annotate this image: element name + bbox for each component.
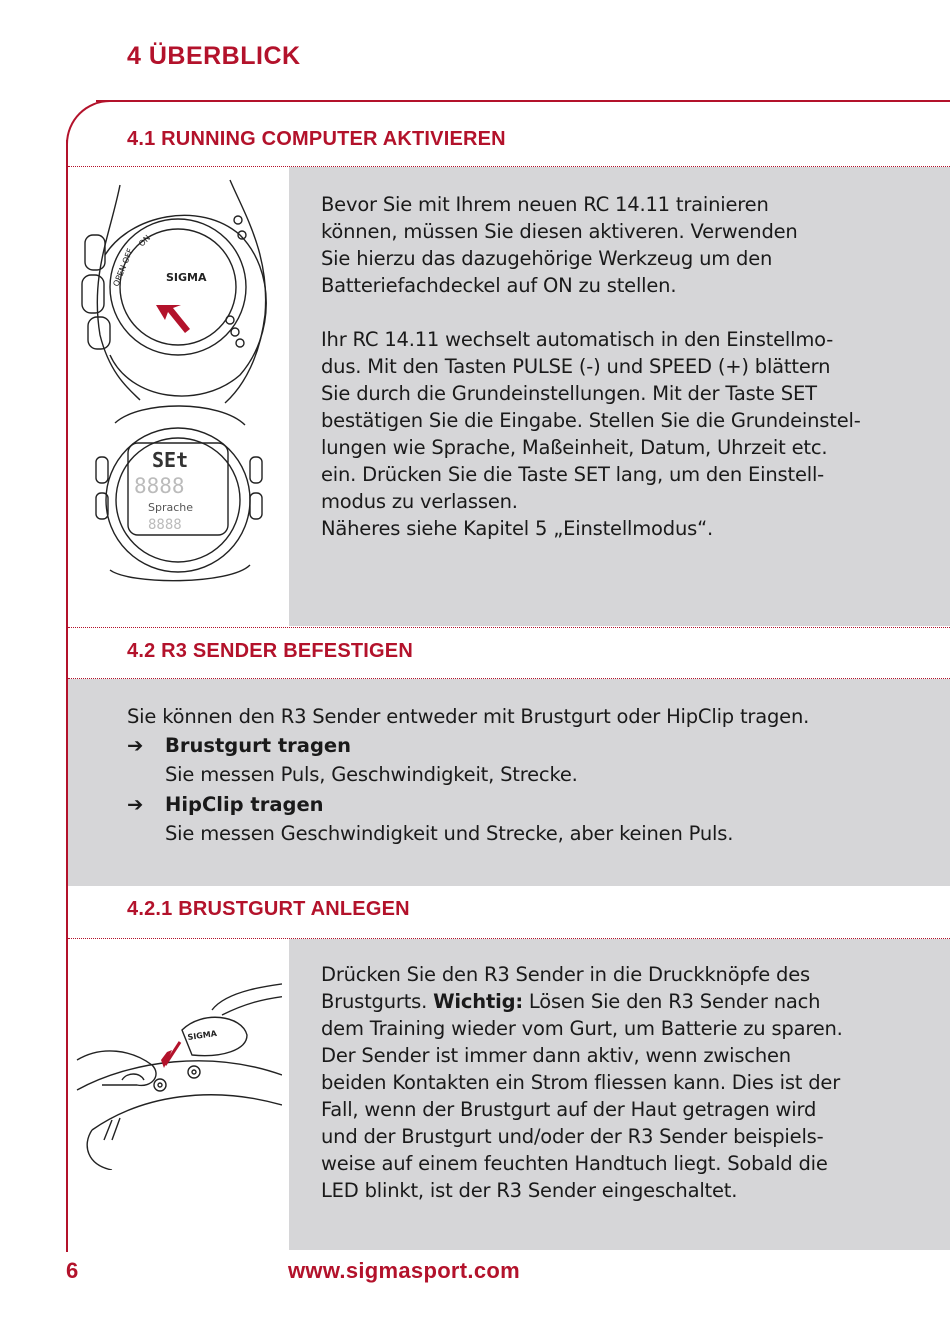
text-line: modus zu verlassen. xyxy=(321,490,518,513)
text-line: Batteriefachdeckel auf ON zu stellen. xyxy=(321,274,677,297)
brand-label: SIGMA xyxy=(166,271,207,284)
text-line: Ihr RC 14.11 wechselt automatisch in den Einstellmo- xyxy=(321,328,834,351)
paragraph-4-1 xyxy=(321,191,946,542)
arrow-icon: ➔ xyxy=(127,734,144,757)
text-line: Brustgurts. Wichtig: Lösen Sie den R3 Sender nach xyxy=(321,990,821,1013)
bullet-title: HipClip tragen xyxy=(165,793,324,816)
paragraph-gap xyxy=(321,299,946,326)
text-line: Bevor Sie mit Ihrem neuen RC 14.11 trainieren xyxy=(321,193,769,216)
bullet-title: Brustgurt tragen xyxy=(165,734,352,757)
text-line: ein. Drücken Sie die Taste SET lang, um den Einstell- xyxy=(321,463,825,486)
text-line: LED blinkt, ist der R3 Sender eingeschaltet. xyxy=(321,1179,738,1202)
text-line: lungen wie Sprache, Maßeinheit, Datum, Uhrzeit etc. xyxy=(321,436,828,459)
text-line: Näheres siehe Kapitel 5 „Einstellmodus“. xyxy=(321,517,713,540)
divider xyxy=(68,627,950,628)
text-line: bestätigen Sie die Eingabe. Stellen Sie die Grundeinstel- xyxy=(321,409,861,432)
section-heading-4-2: 4.2 R3 SENDER BEFESTIGEN xyxy=(127,640,413,662)
on-label: ON xyxy=(137,233,153,249)
text-line: dus. Mit den Tasten PULSE (-) und SPEED (+) blättern xyxy=(321,355,831,378)
text-line: weise auf einem feuchten Handtuch liegt. Sobald die xyxy=(321,1152,828,1175)
text-line: dem Training wieder vom Gurt, um Batterie zu sparen. xyxy=(321,1017,843,1040)
lcd-digits-2: 8888 xyxy=(148,517,182,533)
bullet-brustgurt xyxy=(127,731,351,760)
chapter-title: 4 ÜBERBLICK xyxy=(127,42,301,70)
text-line: Drücken Sie den R3 Sender in die Druckknöpfe des xyxy=(321,963,810,986)
text-line: und der Brustgurt und/oder der R3 Sender beispiels- xyxy=(321,1125,824,1148)
text-line: Fall, wenn der Brustgurt auf der Haut getragen wird xyxy=(321,1098,817,1121)
intro-4-2: Sie können den R3 Sender entweder mit Brustgurt oder HipClip tragen. xyxy=(127,705,810,728)
website-link[interactable]: www.sigmasport.com xyxy=(288,1258,520,1283)
bullet-hipclip xyxy=(127,790,324,819)
set-label: SEt xyxy=(152,448,189,472)
frame-corner xyxy=(66,100,136,170)
sender-brand: SIGMA xyxy=(187,1028,218,1042)
paragraph-4-2-1 xyxy=(321,961,946,1204)
text-line: beiden Kontakten ein Strom fliessen kann. Dies ist der xyxy=(321,1071,841,1094)
bullet-text: Sie messen Geschwindigkeit und Strecke, aber keinen Puls. xyxy=(165,822,734,845)
text-line: Der Sender ist immer dann aktiv, wenn zwischen xyxy=(321,1044,791,1067)
open-off-label: OPEN OFF xyxy=(111,247,135,288)
text-line: Sie durch die Grundeinstellungen. Mit der Taste SET xyxy=(321,382,817,405)
bullet-text: Sie messen Puls, Geschwindigkeit, Strecke. xyxy=(165,763,578,786)
section-heading-4-1: 4.1 RUNNING COMPUTER AKTIVIEREN xyxy=(127,128,506,150)
arrow-icon: ➔ xyxy=(127,793,144,816)
page-number: 6 xyxy=(66,1258,79,1283)
text-line: Sie hierzu das dazugehörige Werkzeug um den xyxy=(321,247,773,270)
frame-top-line xyxy=(96,100,950,102)
lcd-digits: 8888 xyxy=(134,474,185,498)
watch-illustration xyxy=(70,175,285,585)
important-label: Wichtig: xyxy=(433,990,523,1013)
chest-strap-illustration xyxy=(72,980,282,1170)
section-heading-4-2-1: 4.2.1 BRUSTGURT ANLEGEN xyxy=(127,898,410,920)
sprache-label: Sprache xyxy=(148,501,194,514)
text-line: können, müssen Sie diesen aktiveren. Verwenden xyxy=(321,220,798,243)
